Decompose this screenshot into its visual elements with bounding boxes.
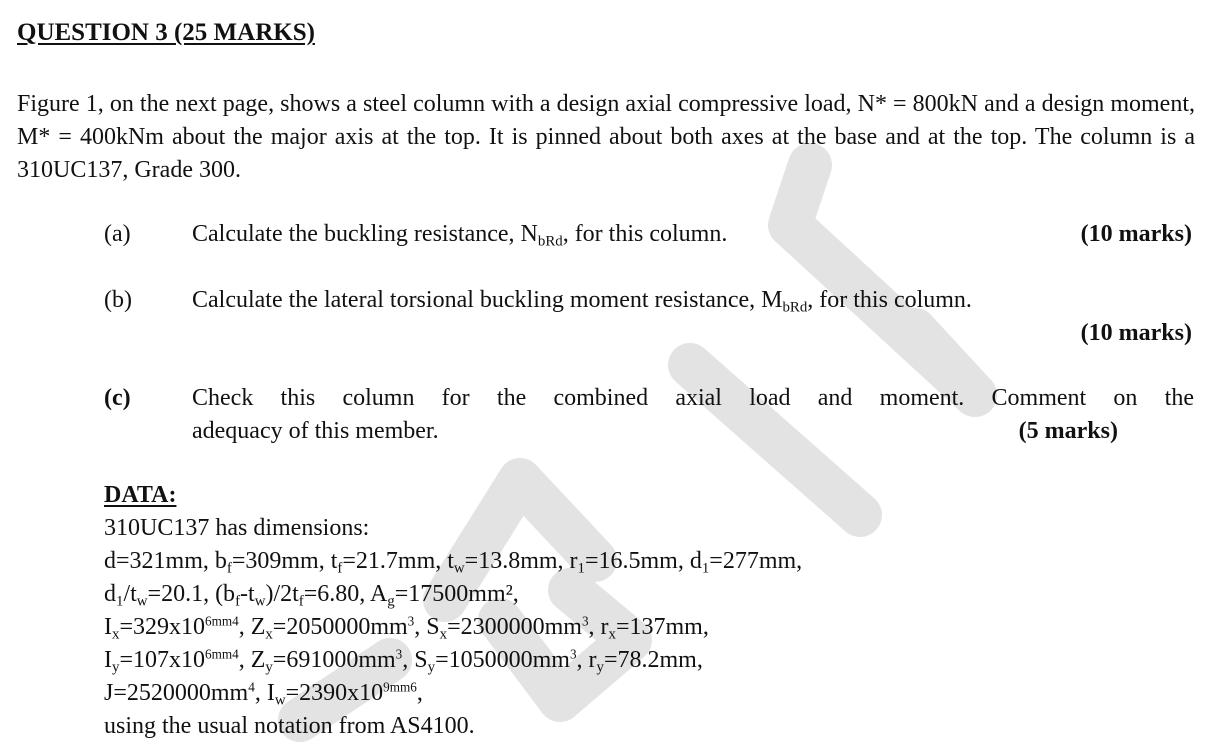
data-line-1: 310UC137 has dimensions:: [104, 515, 370, 541]
part-a-text-before: Calculate the buckling resistance, N: [192, 221, 538, 247]
data-line-3: $d_1/t_w=20.1$, $(b_f-t_w)/2t_f=6.80$, $A_g=17500mm^2$,: [104, 581, 519, 610]
part-a-text: [192, 218, 727, 251]
part-b-subscript: bRd: [782, 299, 808, 316]
data-block: [104, 479, 802, 743]
question-title: QUESTION 3 (25 MARKS): [17, 19, 315, 46]
data-line-2: d=321mm, $b_f=309mm$, $t_f=21.7mm$, $t_w=13.8mm$, $r_1=16.5mm$, $d_1=277mm$,: [104, 548, 803, 577]
part-b-text-before: Calculate the lateral torsional buckling moment resistance, M: [192, 287, 783, 313]
data-line-5: $I_y=107x10^{6mm4}$, $Z_y=691000mm^3$, $S_y=1050000mm^3$, $r_y=78.2mm$,: [104, 646, 703, 676]
part-b-text-after: , for this column.: [807, 287, 972, 313]
part-b-marks: (10 marks): [1080, 320, 1192, 346]
data-title: DATA:: [104, 482, 177, 508]
part-c-label: (c): [104, 385, 131, 411]
part-c: [0, 382, 1228, 448]
part-b-label: (b): [104, 287, 132, 313]
question-intro: Figure 1, on the next page, shows a steel column with a design axial compressive load, N* = 800kN and a design moment, M* = 400kNm about the major axis at the top. It is pinned about both axes at the base and at the top. The column is a 310UC137, Grade 300.: [17, 91, 1195, 183]
part-a-subscript: bRd: [537, 233, 563, 250]
part-b: [0, 284, 1228, 350]
part-b-text: [192, 284, 972, 317]
data-line-7: using the usual notation from AS4100.: [104, 713, 475, 739]
data-line-6: $J=2520000mm^4$, $I_w=2390x10^{9mm6}$,: [104, 679, 423, 709]
part-a-label: (a): [104, 221, 131, 247]
part-c-marks: (5 marks): [1018, 418, 1118, 444]
part-a-text-after: , for this column.: [562, 221, 728, 247]
part-c-line2: adequacy of this member.: [192, 418, 439, 444]
part-a-marks: (10 marks): [1080, 221, 1192, 247]
data-line-4: $I_x=329x10^{6mm4}$, $Z_x=2050000mm^3$, $S_x=2300000mm^3$, $r_x=137mm$,: [104, 613, 709, 643]
part-c-line1: Check this column for the combined axial load and moment. Comment on the: [192, 385, 1194, 411]
